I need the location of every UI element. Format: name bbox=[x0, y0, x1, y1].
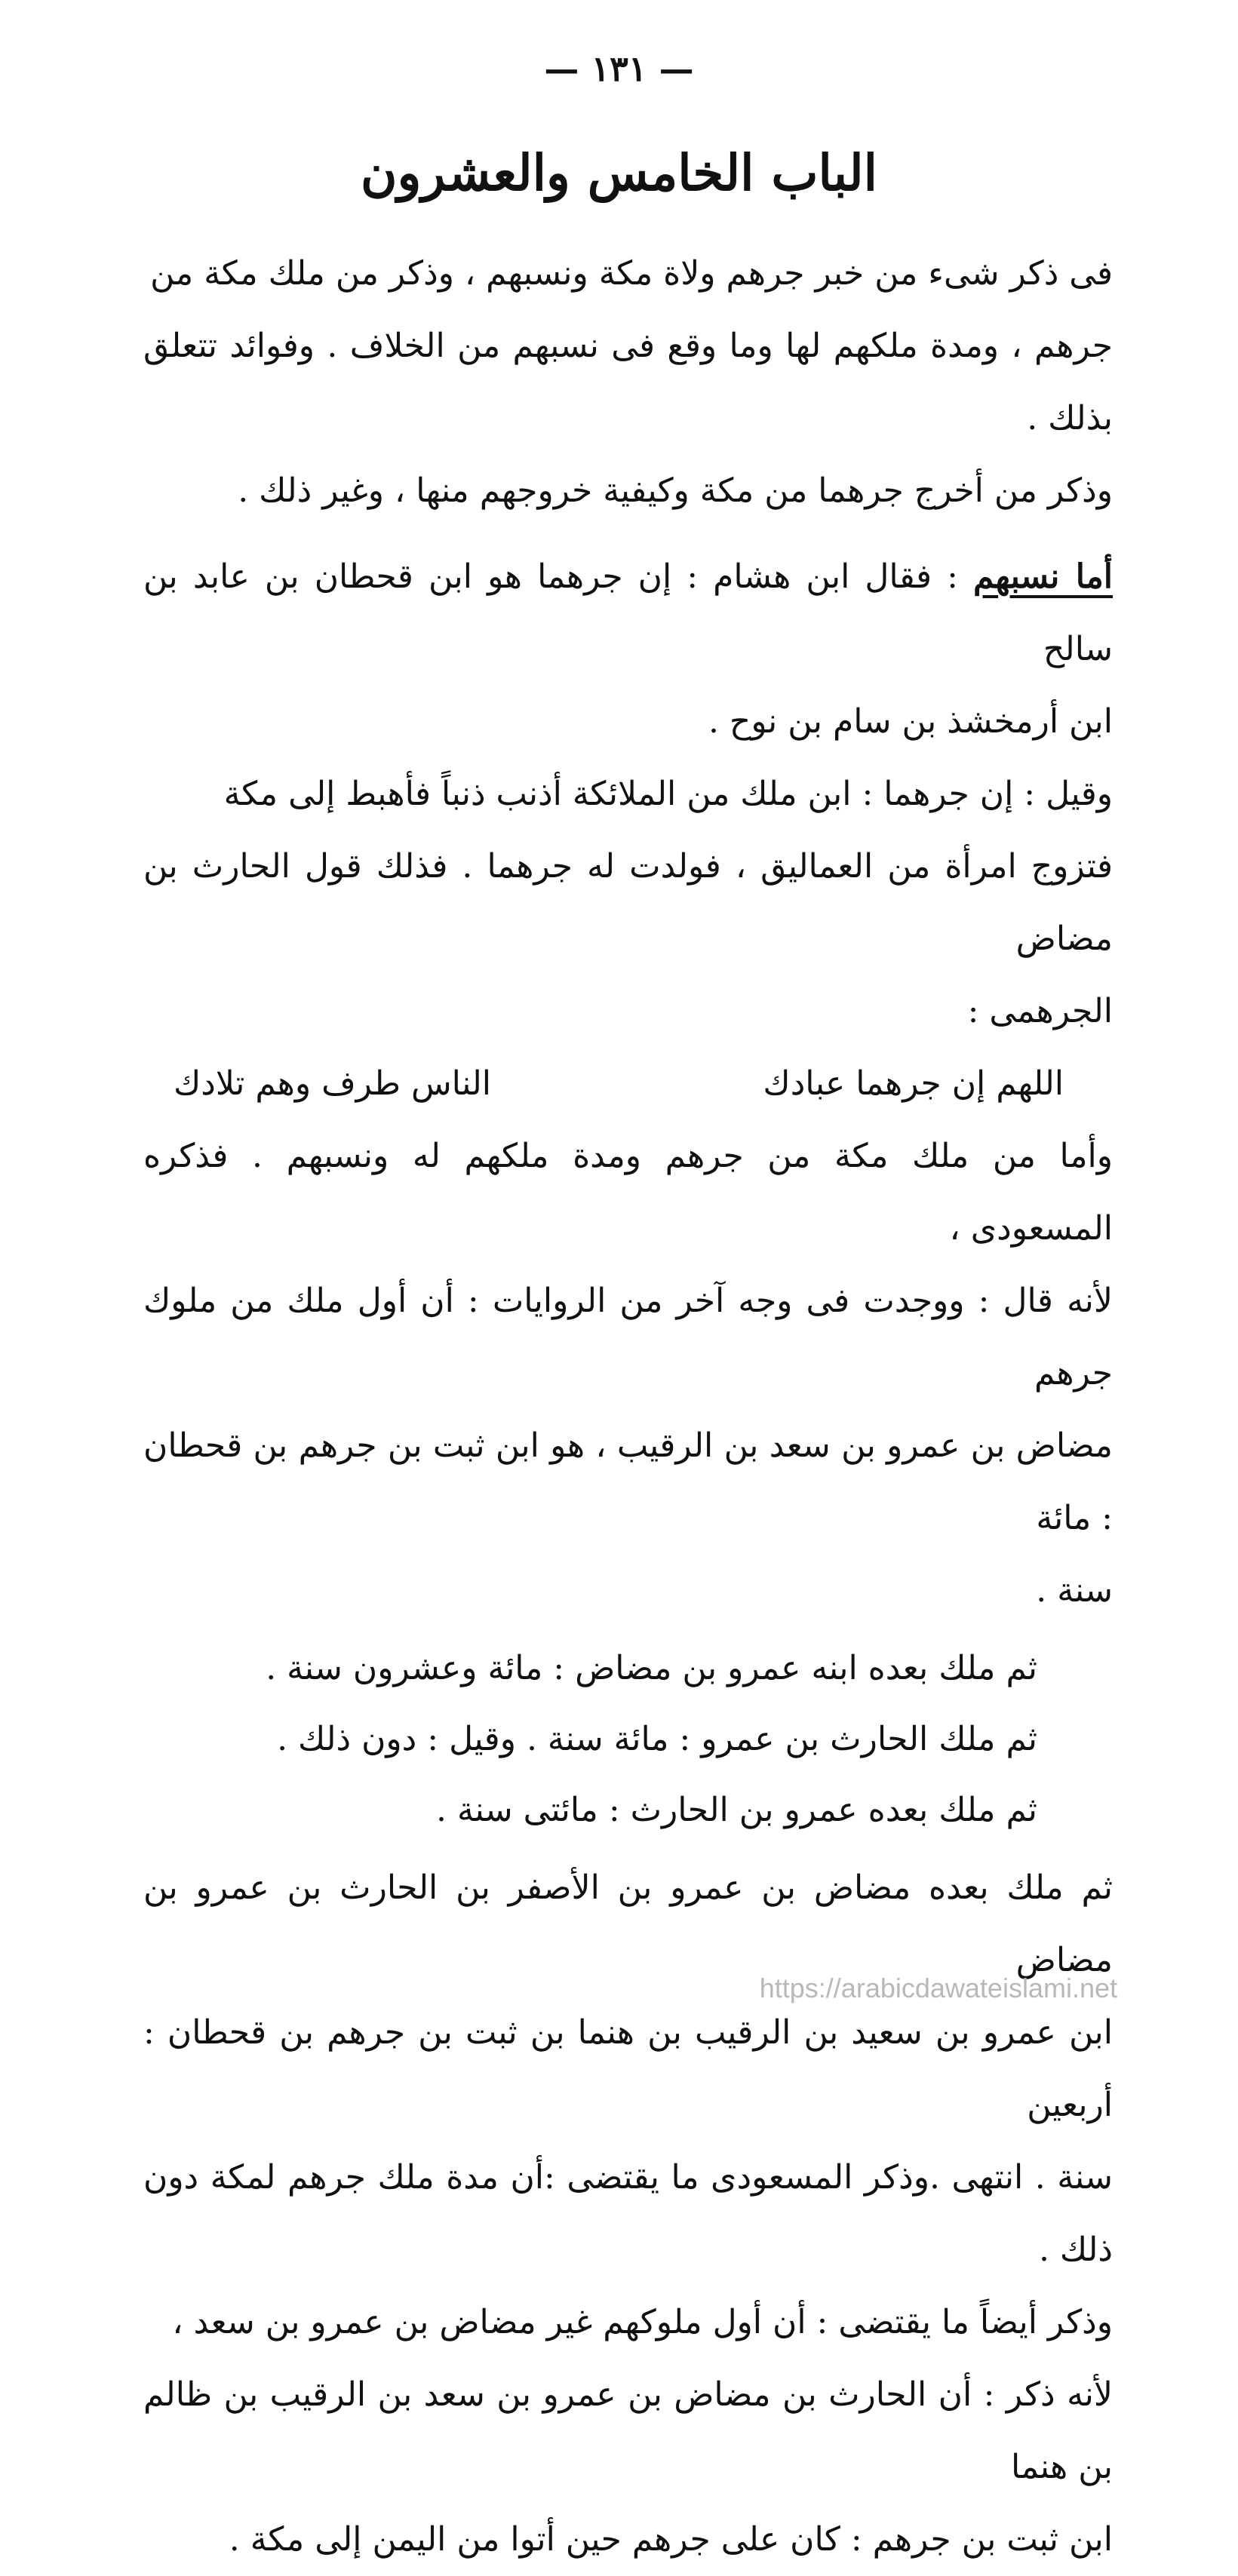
text-line: ابن أرمخشذ بن سام بن نوح . bbox=[708, 702, 1113, 741]
kings-list bbox=[143, 1627, 1113, 1852]
lineage-text: : فقال ابن هشام : إن جرهما هو ابن قحطان بن عابد بن سالح bbox=[143, 557, 1113, 668]
lineage-paragraph bbox=[143, 541, 1113, 758]
text-line: وأما من ملك مكة من جرهم ومدة ملكهم له ونسبهم . فذكره المسعودى ، bbox=[143, 1137, 1113, 1248]
watermark-url: https://arabicdawateislami.net bbox=[759, 1973, 1117, 2003]
page-body bbox=[143, 238, 1113, 2576]
list-item: ثم ملك الحارث بن عمرو : مائة سنة . وقيل : دون ذلك . bbox=[277, 1720, 1037, 1758]
verse-second-hemistich: الناس طرف وهم تلادك bbox=[174, 1064, 491, 1103]
lead-term: أما نسبهم bbox=[973, 557, 1113, 596]
text-line: سنة . انتهى .وذكر المسعودى ما يقتضى :أن مدة ملك جرهم لمكة دون ذلك . bbox=[143, 2158, 1113, 2269]
later-kings-paragraph bbox=[143, 1852, 1113, 2286]
text-line: لأنه قال : ووجدت فى وجه آخر من الروايات : أن أول ملك من ملوك جرهم bbox=[143, 1282, 1113, 1392]
angel-story-paragraph bbox=[143, 758, 1113, 1048]
verse-line bbox=[143, 1048, 1113, 1120]
text-line: ابن ثبت بن جرهم : كان على جرهم حين أتوا من اليمن إلى مكة . bbox=[229, 2520, 1113, 2559]
text-line: ثم ملك بعده مضاض بن عمرو بن الأصفر بن الحارث بن عمرو بن مضاض bbox=[143, 1868, 1113, 1979]
text-line: الجرهمى : bbox=[967, 992, 1113, 1030]
divider bbox=[143, 527, 1113, 541]
text-line: وذكر من أخرج جرهما من مكة وكيفية خروجهم منها ، وغير ذلك . bbox=[238, 471, 1113, 510]
chapter-title: الباب الخامس والعشرون bbox=[360, 143, 877, 202]
kings-intro-paragraph bbox=[143, 1120, 1113, 1627]
text-line: ابن عمرو بن سعيد بن الرقيب بن هنما بن ثبت بن جرهم بن قحطان : أربعين bbox=[143, 2013, 1113, 2124]
text-line: فى ذكر شىء من خبر جرهم ولاة مكة ونسبهم ، وذكر من ملك مكة من bbox=[150, 254, 1113, 293]
text-line bbox=[143, 541, 1113, 686]
list-item: ثم ملك بعده ابنه عمرو بن مضاض : مائة وعشرون سنة . bbox=[266, 1649, 1037, 1687]
text-line: فتزوج امرأة من العماليق ، فولدت له جرهما . فذلك قول الحارث بن مضاض bbox=[143, 847, 1113, 958]
intro-paragraph bbox=[143, 238, 1113, 527]
text-line: وذكر أيضاً ما يقتضى : أن أول ملوكهم غير مضاض بن عمرو بن سعد ، bbox=[172, 2303, 1113, 2341]
verse-first-hemistich: اللهم إن جرهما عبادك bbox=[763, 1064, 1064, 1103]
text-line: سنة . bbox=[1036, 1571, 1113, 1610]
text-line: وقيل : إن جرهما : ابن ملك من الملائكة أذنب ذنباً فأهبط إلى مكة bbox=[223, 775, 1113, 813]
text-line: جرهم ، ومدة ملكهم لها وما وقع فى نسبهم من الخلاف . وفوائد تتعلق بذلك . bbox=[143, 327, 1113, 438]
text-line: مضاض بن عمرو بن سعد بن الرقيب ، هو ابن ثبت بن جرهم بن قحطان : مائة bbox=[143, 1426, 1113, 1537]
first-kings-paragraph bbox=[143, 2286, 1113, 2576]
page-number: — ١٣١ — bbox=[544, 48, 694, 89]
list-item: ثم ملك بعده عمرو بن الحارث : مائتى سنة . bbox=[435, 1791, 1037, 1829]
text-line: لأنه ذكر : أن الحارث بن مضاض بن عمرو بن سعد بن الرقيب بن ظالم بن هنما bbox=[143, 2375, 1114, 2486]
